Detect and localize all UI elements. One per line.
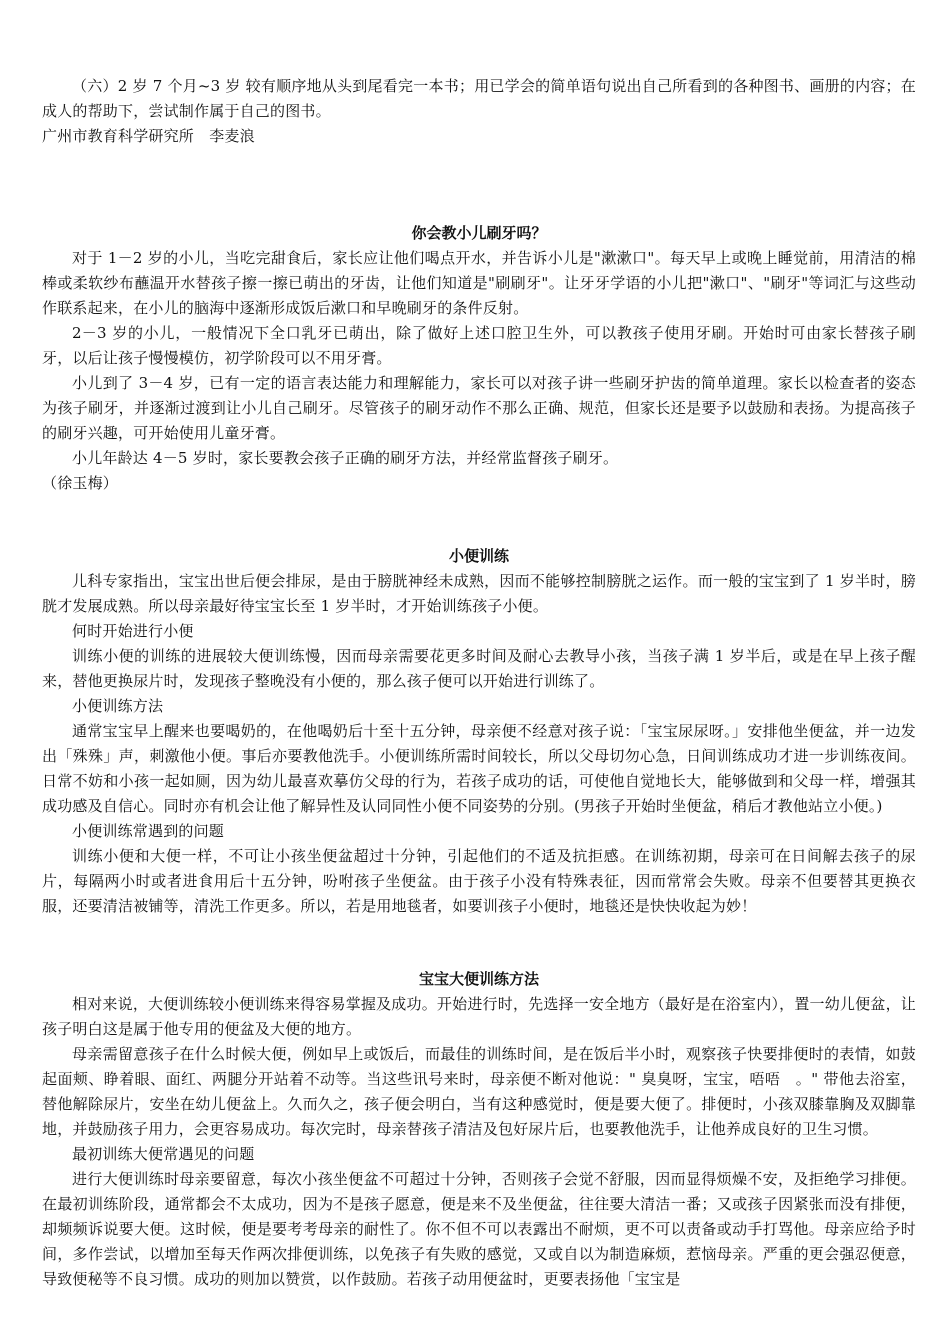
section4-paragraph: 进行大便训练时母亲要留意，每次小孩坐便盆不可超过十分钟，否则孩子会觉不舒服，因而显得烦燥不安，及拒绝学习排便。在最初训练阶段，通常都会不太成功，因为不是孩子愿意，便是来不及坐便盆，往往要大清洁一番；又或孩子因紧张而没有排便，却频频诉说要大便。这时候，便是要考考母亲的耐性了。你不但不可以表露出不耐烦，更不可以责备或动手打骂他。母亲应给予时间，多作尝试，以增加至每天作两次排便训练，以免孩子有失败的感觉，又或自以为制造麻烦，惹恼母亲。严重的更会强忍便意，导致便秘等不良习惯。成功的则加以赞赏，以作鼓励。若孩子动用便盆时，更要表扬他「宝宝是 xyxy=(42,1170,916,1288)
article-title-bowel-training: 宝宝大便训练方法 xyxy=(418,970,539,988)
section2-byline: （徐玉梅） xyxy=(42,474,119,492)
section3-subheading: 何时开始进行小便 xyxy=(72,622,194,640)
section4-paragraph: 相对来说，大便训练较小便训练来得容易掌握及成功。开始进行时，先选择一安全地方（最好是在浴室内），置一幼儿便盆，让孩子明白这是属于他专用的便盆及大便的地方。 xyxy=(42,995,916,1038)
section3-paragraph: 儿科专家指出，宝宝出世后便会排尿，是由于膀胱神经未成熟，因而不能够控制膀胱之运作。而一般的宝宝到了 1 岁半时，膀胱才发展成熟。所以母亲最好待宝宝长至 1 岁半时，才开始训练孩子小便。 xyxy=(42,572,916,615)
article-title-urination-training: 小便训练 xyxy=(448,547,509,565)
section3-subheading: 小便训练常遇到的问题 xyxy=(72,822,225,840)
section4-subheading: 最初训练大便常遇见的问题 xyxy=(72,1145,255,1163)
document-page xyxy=(42,74,916,1292)
section1-byline: 广州市教育科学研究所 李麦浪 xyxy=(42,127,255,145)
article-title-toothbrushing: 你会教小儿刷牙吗？ xyxy=(411,224,547,242)
section3-paragraph: 训练小便和大便一样，不可让小孩坐便盆超过十分钟，引起他们的不适及抗拒感。在训练初期，母亲可在日间解去孩子的尿片，每隔两小时或者进食用后十五分钟，吩咐孩子坐便盆。由于孩子小没有特殊表征，因而常常会失败。母亲不但要替其更换衣服，还要清洁被铺等，清洗工作更多。所以，若是用地毯者，如要训孩子小便时，地毯还是快快收起为妙！ xyxy=(42,847,916,915)
section1-paragraph: （六）2 岁 7 个月~3 岁 较有顺序地从头到尾看完一本书；用已学会的简单语句说出自己所看到的各种图书、画册的内容；在成人的帮助下，尝试制作属于自己的图书。 xyxy=(42,77,916,120)
section3-paragraph: 通常宝宝早上醒来也要喝奶的，在他喝奶后十至十五分钟，母亲便不经意对孩子说：「宝宝尿尿呀。」安排他坐便盆，并一边发出「殊殊」声，刺激他小便。事后亦要教他洗手。小便训练所需时间较长，所以父母切勿心急，日间训练成功才进一步训练夜间。日常不妨和小孩一起如厕，因为幼儿最喜欢摹仿父母的行为，若孩子成功的话，可使他自觉地长大，能够做到和父母一样，增强其成功感及自信心。同时亦有机会让他了解异性及认同同性小便不同姿势的分别。(男孩子开始时坐便盆，稍后才教他站立小便。) xyxy=(42,722,916,815)
section2-paragraph: 对于 1－2 岁的小儿，当吃完甜食后，家长应让他们喝点开水，并告诉小儿是"漱漱口"。每天早上或晚上睡觉前，用清洁的棉棒或柔软纱布蘸温开水替孩子擦一擦已萌出的牙齿，让他们知道是"刷刷牙"。让牙牙学语的小儿把"漱口"、"刷牙"等词汇与这些动作联系起来，在小儿的脑海中逐渐形成饭后漱口和早晚刷牙的条件反射。 xyxy=(42,249,916,317)
section2-paragraph: 小儿年龄达 4－5 岁时，家长要教会孩子正确的刷牙方法，并经常监督孩子刷牙。 xyxy=(72,449,619,467)
section2-paragraph: 2－3 岁的小儿，一般情况下全口乳牙已萌出，除了做好上述口腔卫生外，可以教孩子使用牙刷。开始时可由家长替孩子刷牙，以后让孩子慢慢模仿，初学阶段可以不用牙膏。 xyxy=(42,324,916,367)
section3-subheading: 小便训练方法 xyxy=(72,697,164,715)
section4-paragraph: 母亲需留意孩子在什么时候大便，例如早上或饭后，而最佳的训练时间，是在饭后半小时，观察孩子快要排便时的表情，如鼓起面颊、睁着眼、面红、两腿分开站着不动等。当这些讯号来时，母亲便不断对他说：" 臭臭呀，宝宝，唔唔 。" 带他去浴室，替他解除尿片，安坐在幼儿便盆上。久而久之，孩子便会明白，当有这种感觉时，便是要大便了。排便时，小孩双膝靠胸及双脚靠地，并鼓励孩子用力，会更容易成功。每次完时，母亲替孩子清洁及包好尿片后，也要教他洗手，让他养成良好的卫生习惯。 xyxy=(42,1045,916,1138)
section3-paragraph: 训练小便的训练的进展较大便训练慢，因而母亲需要花更多时间及耐心去教导小孩，当孩子满 1 岁半后，或是在早上孩子醒来，替他更换尿片时，发现孩子整晚没有小便的，那么孩子便可以开始进行训练了。 xyxy=(42,647,916,690)
section2-paragraph: 小儿到了 3－4 岁，已有一定的语言表达能力和理解能力，家长可以对孩子讲一些刷牙护齿的简单道理。家长以检查者的姿态为孩子刷牙，并逐渐过渡到让小儿自己刷牙。尽管孩子的刷牙动作不那么正确、规范，但家长还是要予以鼓励和表扬。为提高孩子的刷牙兴趣，可开始使用儿童牙膏。 xyxy=(42,374,916,442)
